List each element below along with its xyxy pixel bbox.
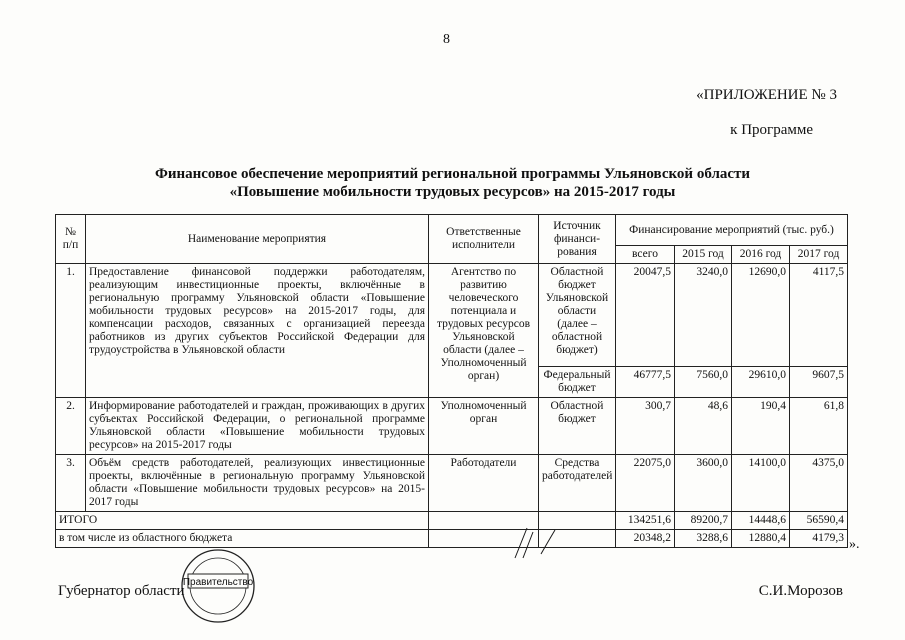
table-header-row xyxy=(56,215,848,246)
itogo-2017: 56590,4 xyxy=(790,512,848,530)
header-responsible: Ответственные исполнители xyxy=(429,215,539,264)
itogo-2015: 89200,7 xyxy=(675,512,732,530)
row-total: 20047,5 xyxy=(616,264,675,367)
header-financing: Финансирование мероприятий (тыс. руб.) xyxy=(616,215,848,246)
official-seal xyxy=(171,547,265,625)
header-total: всего xyxy=(616,246,675,264)
row-total: 46777,5 xyxy=(616,367,675,398)
row-responsible: Уполномоченный орган xyxy=(429,398,539,455)
header-name: Наименование мероприятия xyxy=(86,215,429,264)
row-responsible: Работодатели xyxy=(429,455,539,512)
row-responsible: Агентство по развитию человеческого потенциала и трудовых ресурсов Ульяновской области (далее – Уполномоченный орган) xyxy=(429,264,539,398)
row-source: Областной бюджет Ульяновской области (далее – областной бюджет) xyxy=(539,264,616,367)
table-row xyxy=(56,398,848,455)
program-label: к Программе xyxy=(730,122,813,138)
itogo-2016: 14448,6 xyxy=(732,512,790,530)
header-2015: 2015 год xyxy=(675,246,732,264)
title-line-2: «Повышение мобильности трудовых ресурсов» на 2015-2017 годы xyxy=(229,184,676,200)
row-name: Информирование работодателей и граждан, проживающих в других субъектах Российской Федерации, о региональной программе Ульяновской области «Повышение мобильности трудовых ресурсов» на 2015-2017 годы xyxy=(86,398,429,455)
row-2017: 4117,5 xyxy=(790,264,848,367)
row-2016: 12690,0 xyxy=(732,264,790,367)
oblast-row xyxy=(56,530,848,548)
table-row xyxy=(56,455,848,512)
signature-mark xyxy=(505,520,575,560)
itogo-total: 134251,6 xyxy=(616,512,675,530)
row-source: Средства работодателей xyxy=(539,455,616,512)
oblast-label: в том числе из областного бюджета xyxy=(56,530,429,548)
document-title xyxy=(0,165,905,201)
row-2015: 3240,0 xyxy=(675,264,732,367)
header-no: № п/п xyxy=(56,215,86,264)
row-2015: 7560,0 xyxy=(675,367,732,398)
row-2017: 61,8 xyxy=(790,398,848,455)
row-total: 300,7 xyxy=(616,398,675,455)
row-no: 2. xyxy=(56,398,86,455)
closing-quote: ». xyxy=(849,537,860,552)
table-row xyxy=(56,264,848,367)
row-2016: 29610,0 xyxy=(732,367,790,398)
governor-title: Губернатор области xyxy=(58,583,185,599)
row-2017: 9607,5 xyxy=(790,367,848,398)
signatory-name: С.И.Морозов xyxy=(758,583,843,599)
financing-table xyxy=(55,214,848,548)
itogo-label: ИТОГО xyxy=(56,512,429,530)
row-2016: 190,4 xyxy=(732,398,790,455)
oblast-2015: 3288,6 xyxy=(675,530,732,548)
row-2016: 14100,0 xyxy=(732,455,790,512)
appendix-label: «ПРИЛОЖЕНИЕ № 3 xyxy=(696,87,837,103)
header-source: Источник финанси-рования xyxy=(539,215,616,264)
row-no: 1. xyxy=(56,264,86,398)
itogo-row xyxy=(56,512,848,530)
row-source: Областной бюджет xyxy=(539,398,616,455)
row-no: 3. xyxy=(56,455,86,512)
title-line-1: Финансовое обеспечение мероприятий региональной программы Ульяновской области xyxy=(154,166,751,182)
row-name: Предоставление финансовой поддержки работодателям, реализующим инвестиционные проекты, включённые в региональную программу Ульяновской области «Повышение мобильности трудовых ресурсов» на 2015-2017 годы, для компенсации расходов, связанных с организацией переезда работников из других субъектов Российской Федерации для трудоустройства в Ульяновской области xyxy=(86,264,429,398)
header-2016: 2016 год xyxy=(732,246,790,264)
row-2017: 4375,0 xyxy=(790,455,848,512)
row-2015: 3600,0 xyxy=(675,455,732,512)
oblast-2016: 12880,4 xyxy=(732,530,790,548)
row-total: 22075,0 xyxy=(616,455,675,512)
page-number: 8 xyxy=(443,32,450,47)
header-2017: 2017 год xyxy=(790,246,848,264)
row-name: Объём средств работодателей, реализующих инвестиционные проекты, включённые в региональную программу Ульяновской области «Повышение мобильности трудовых ресурсов» на 2015-2017 годы xyxy=(86,455,429,512)
row-2015: 48,6 xyxy=(675,398,732,455)
oblast-2017: 4179,3 xyxy=(790,530,848,548)
row-source: Федеральный бюджет xyxy=(539,367,616,398)
seal-text: Правительство xyxy=(182,577,254,588)
oblast-total: 20348,2 xyxy=(616,530,675,548)
